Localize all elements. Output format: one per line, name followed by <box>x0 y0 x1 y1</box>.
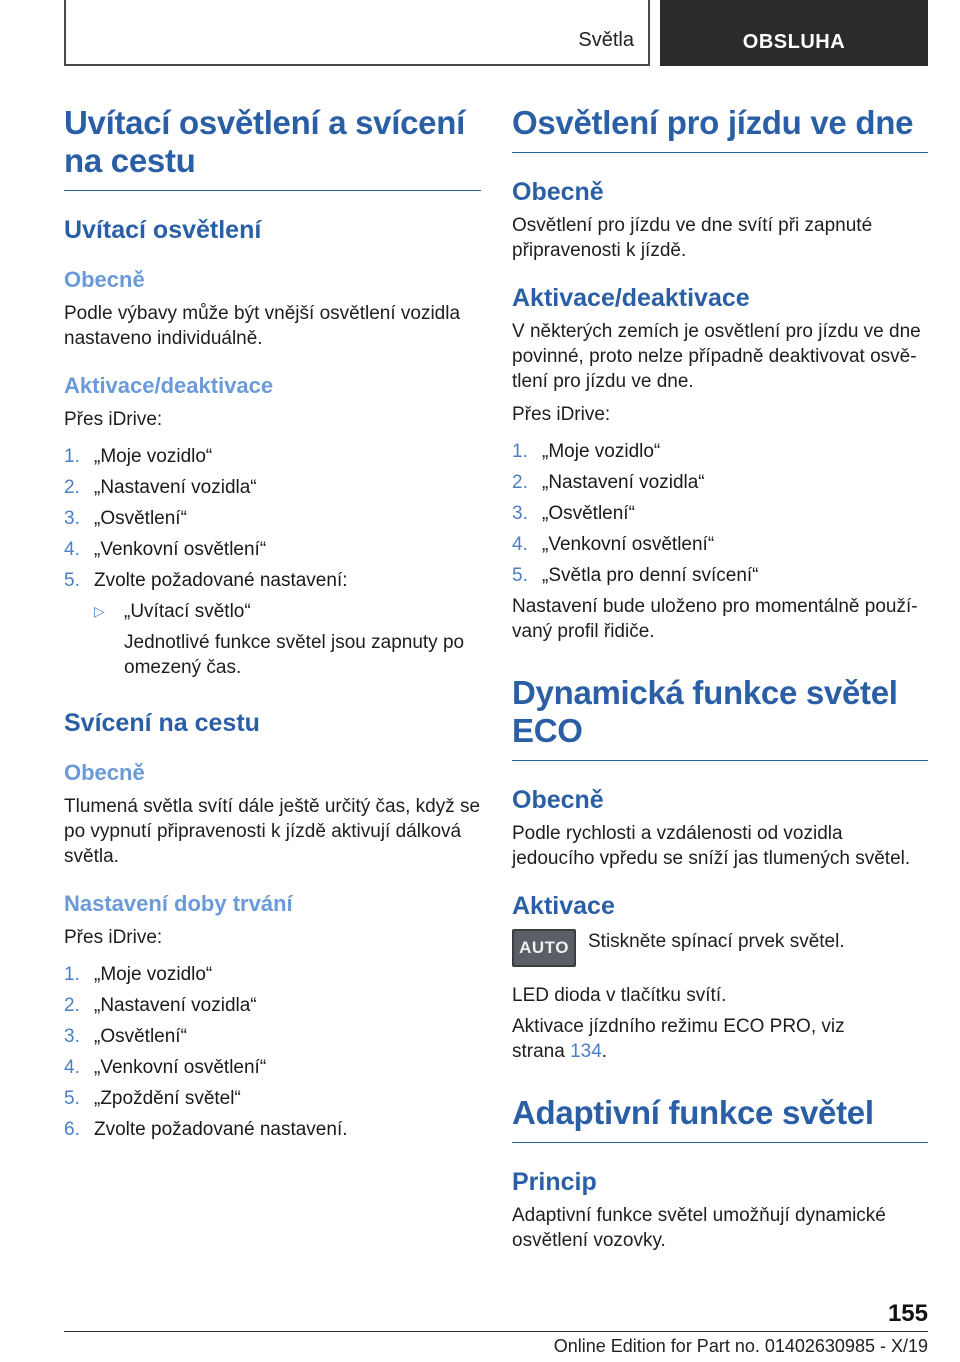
footer-divider <box>64 1331 928 1332</box>
paragraph-general: Tlumená světla svítí dále ještě určitý čas, když se po vypnutí připravenosti k jízdě aktivují dálková světla. <box>64 796 481 867</box>
list-item: 3. „Osvětlení“ <box>64 508 187 529</box>
heading-duration: Nastavení doby trvání <box>64 891 293 916</box>
paragraph-general: Podle výbavy může být vnější osvětlení vozidla nastaveno individuálně. <box>64 303 461 349</box>
heading-general: Obecně <box>512 786 604 814</box>
list-item: 4. „Venkovní osvětlení“ <box>64 1057 267 1078</box>
page-header <box>64 0 928 66</box>
heading-general: Obecně <box>64 267 145 292</box>
list-item: 2. „Nastavení vozidla“ <box>512 472 705 493</box>
list-item: 1. „Moje vozidlo“ <box>64 446 213 467</box>
heading-adaptive-light: Adaptivní funkce světel <box>512 1094 928 1143</box>
paragraph-press-switch: Stiskněte spínací prvek světel. <box>588 931 845 952</box>
section-title: Světla <box>578 29 634 51</box>
heading-welcome-lighting: Uvítací osvětlení <box>64 216 262 244</box>
list-item: 5. Zvolte požadované nastavení: <box>64 570 348 591</box>
heading-follow-me-home: Svícení na cestu <box>64 709 260 737</box>
steps-list-duration <box>64 962 481 1142</box>
paragraph-via-idrive: Přes iDrive: <box>512 404 611 425</box>
section-tab <box>64 0 650 66</box>
list-item: 5. „Zpoždění světel“ <box>64 1088 241 1109</box>
paragraph-eco-pro: Aktivace jízdního režimu ECO PRO, viz strana 134. <box>512 1016 845 1062</box>
left-column <box>64 104 481 1148</box>
heading-principle: Princip <box>512 1168 597 1196</box>
list-item: 3. „Osvětlení“ <box>64 1026 187 1047</box>
triangle-bullet-icon: ▷ <box>94 603 105 619</box>
paragraph-profile-note: Nastavení bude uloženo pro momentálně používaný profil řidiče. <box>512 596 918 642</box>
paragraph-general: Podle rychlosti a vzdálenosti od vozidla jedoucího vpředu se sníží jas tlumených světel. <box>512 823 911 869</box>
list-item: 2. „Nastavení vozidla“ <box>64 477 257 498</box>
sub-list-item: ▷ „Uvítací světlo“ <box>94 601 251 622</box>
heading-general: Obecně <box>64 760 145 785</box>
auto-button-row <box>512 929 928 971</box>
list-item: 4. „Venkovní osvětlení“ <box>64 539 267 560</box>
paragraph-led: LED dioda v tlačítku svítí. <box>512 985 727 1006</box>
footer-edition: Online Edition for Part no. 01402630985 - X/19 <box>553 1336 928 1356</box>
paragraph-via-idrive: Přes iDrive: <box>64 409 163 430</box>
right-column <box>512 104 928 1253</box>
steps-list-welcome <box>64 444 481 593</box>
page-number: 155 <box>887 1300 928 1327</box>
list-item: 5. „Světla pro denní svícení“ <box>512 565 759 586</box>
list-item: 1. „Moje vozidlo“ <box>64 964 213 985</box>
heading-general: Obecně <box>512 178 604 206</box>
heading-daytime-running-lights: Osvětlení pro jízdu ve dne <box>512 104 928 153</box>
heading-welcome-light: Uvítací osvětlení a svícení na cestu <box>64 104 481 191</box>
list-item: 2. „Nastavení vozidla“ <box>64 995 257 1016</box>
sub-item-description: Jednotlivé funkce světel jsou zapnuty po omezený čas. <box>124 632 465 678</box>
list-item: 4. „Venkovní osvětlení“ <box>512 534 715 555</box>
paragraph-general: Osvětlení pro jízdu ve dne svítí při zapnuté připravenosti k jízdě. <box>512 215 873 261</box>
chapter-title: OBSLUHA <box>742 31 846 53</box>
heading-activation: Aktivace/deaktivace <box>512 284 750 312</box>
list-item: 3. „Osvětlení“ <box>512 503 635 524</box>
heading-activation: Aktivace/deaktivace <box>64 373 274 398</box>
paragraph-activation: V některých zemích je osvětlení pro jízdu ve dne povinné, proto nelze případně deaktivovat osvětlení pro jízdu ve dne. <box>512 321 921 392</box>
list-item: 6. Zvolte požadované nastavení. <box>64 1119 348 1140</box>
paragraph-via-idrive: Přes iDrive: <box>64 927 163 948</box>
page-reference-link[interactable]: 134 <box>570 1041 602 1062</box>
list-item: 1. „Moje vozidlo“ <box>512 441 661 462</box>
paragraph-principle: Adaptivní funkce světel umožňují dynamické osvětlení vozovky. <box>512 1205 886 1251</box>
chapter-tab <box>660 0 928 66</box>
heading-eco-light: Dynamická funkce světel ECO <box>512 674 928 761</box>
heading-activation: Aktivace <box>512 892 615 920</box>
auto-light-button-icon: AUTO <box>512 929 576 967</box>
steps-list-drl <box>512 439 928 588</box>
